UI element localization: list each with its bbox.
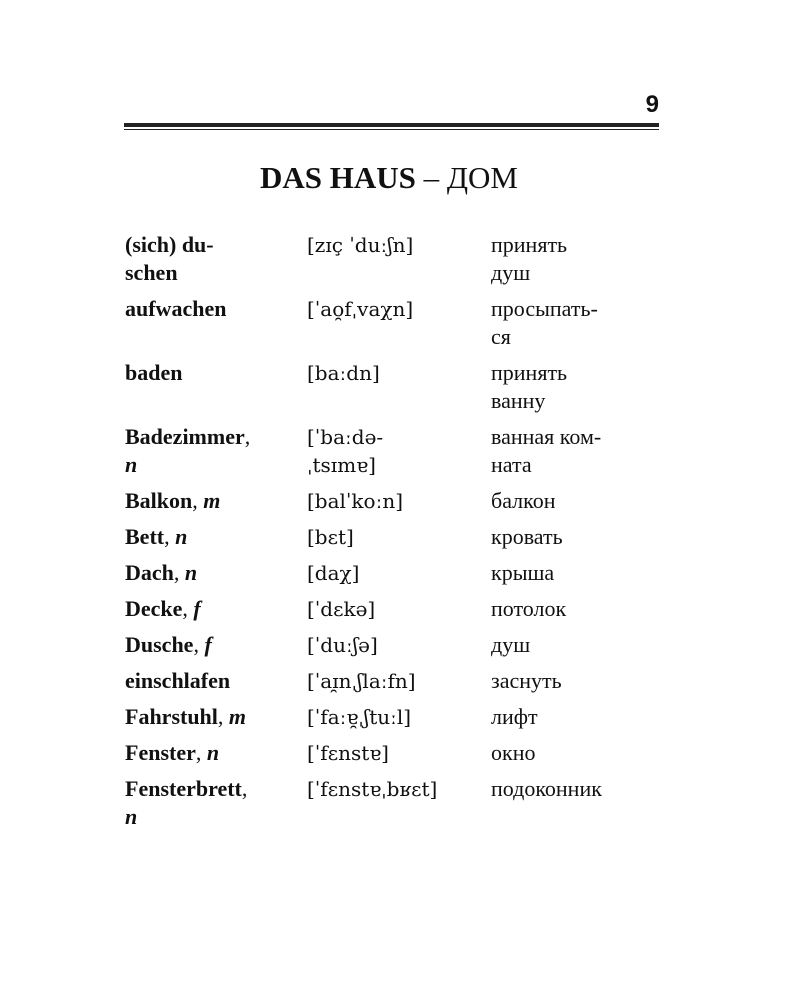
ipa-transcription: [daχ] [307, 561, 360, 585]
page-title [0, 160, 778, 196]
german-word: Badezimmer, n [125, 424, 251, 477]
russian-translation: ванная ком- ната [491, 424, 602, 477]
word-lemma: Dach [125, 560, 174, 585]
vocab-entry [125, 487, 665, 515]
russian-translation: просыпать- ся [491, 296, 598, 349]
ipa-transcription: [bɛt] [307, 525, 354, 549]
vocab-entry [125, 667, 665, 695]
ipa-transcription: [ˈfɛnstɐ] [307, 741, 389, 765]
russian-translation: принять душ [491, 232, 568, 285]
german-word [125, 231, 307, 287]
word-gender: n [125, 452, 138, 477]
russian-translation: душ [491, 632, 531, 657]
russian-translation: подоконник [491, 776, 602, 801]
russian-translation: заснуть [491, 668, 562, 693]
vocab-entry [125, 739, 665, 767]
header-rule-thick [124, 123, 659, 127]
ipa-transcription: [balˈkoːn] [307, 489, 404, 513]
word-gender: m [203, 488, 221, 513]
word-gender: n [184, 560, 198, 585]
russian-translation: кровать [491, 524, 563, 549]
word-lemma: einschlafen [125, 668, 231, 693]
ipa-transcription: [ˈao̯fˌvaχn] [307, 297, 414, 321]
word-gender: n [125, 804, 138, 829]
word-lemma: baden [125, 360, 183, 385]
german-word: Dach, n [125, 560, 198, 585]
word-gender: n [175, 524, 188, 549]
vocab-entry [125, 359, 665, 415]
vocab-entry [125, 703, 665, 731]
title-dash: – [415, 160, 447, 195]
word-lemma: Bett [125, 524, 165, 549]
vocab-entry [125, 631, 665, 659]
vocab-entry [125, 231, 665, 287]
word-gender: m [228, 704, 247, 729]
header-rule-thin [124, 129, 659, 130]
german-word: Fahrstuhl, m [125, 704, 247, 729]
word-lemma: Fahrstuhl [125, 704, 218, 729]
vocab-entry [125, 423, 665, 479]
russian-translation: окно [491, 740, 536, 765]
vocabulary-list [125, 231, 665, 839]
german-word: Balkon, m [125, 488, 221, 513]
russian-translation: принять ванну [491, 360, 568, 413]
ipa-transcription: [ˈfɛnstɐˌbʁɛt] [307, 777, 438, 801]
german-word: Decke, f [125, 596, 201, 621]
vocab-entry [125, 559, 665, 587]
german-word: Dusche, f [125, 632, 212, 657]
word-lemma: aufwachen [125, 296, 227, 321]
vocab-entry [125, 595, 665, 623]
vocab-entry [125, 775, 665, 831]
page-number: 9 [645, 91, 659, 118]
word-lemma: Decke [125, 596, 183, 621]
german-word [125, 359, 307, 415]
ipa-transcription: [baːdn] [307, 361, 380, 385]
word-lemma: Fensterbrett [125, 776, 242, 801]
word-lemma: Badezimmer [125, 424, 245, 449]
word-gender: f [204, 632, 212, 657]
word-lemma: (sich) du- schen [125, 232, 214, 285]
vocab-entry [125, 295, 665, 351]
word-lemma: Fenster [125, 740, 196, 765]
german-word [125, 295, 307, 351]
word-lemma: Dusche [125, 632, 194, 657]
german-word: Bett, n [125, 524, 188, 549]
german-word: Fenster, n [125, 740, 220, 765]
title-german: DAS HAUS [259, 160, 416, 195]
title-russian: ДОМ [446, 160, 518, 195]
russian-translation: лифт [491, 704, 538, 729]
ipa-transcription: [ˈduːʃə] [307, 633, 378, 657]
vocab-entry [125, 523, 665, 551]
russian-translation: крыша [491, 560, 555, 585]
russian-translation: балкон [491, 488, 556, 513]
ipa-transcription: [ˈbaːdə- ˌtsɪmɐ] [307, 425, 384, 477]
word-gender: n [206, 740, 220, 765]
word-lemma: Balkon [125, 488, 193, 513]
word-gender: f [193, 596, 201, 621]
ipa-transcription: [ˈaɪ̯nˌʃlaːfn] [307, 669, 416, 693]
german-word [125, 667, 307, 695]
ipa-transcription: [ˈfaːɐ̯ˌʃtuːl] [307, 705, 412, 729]
russian-translation: потолок [491, 596, 567, 621]
ipa-transcription: [ˈdɛkə] [307, 597, 376, 621]
ipa-transcription: [zɪç ˈduːʃn] [307, 233, 414, 257]
german-word: Fensterbrett, n [125, 776, 248, 829]
